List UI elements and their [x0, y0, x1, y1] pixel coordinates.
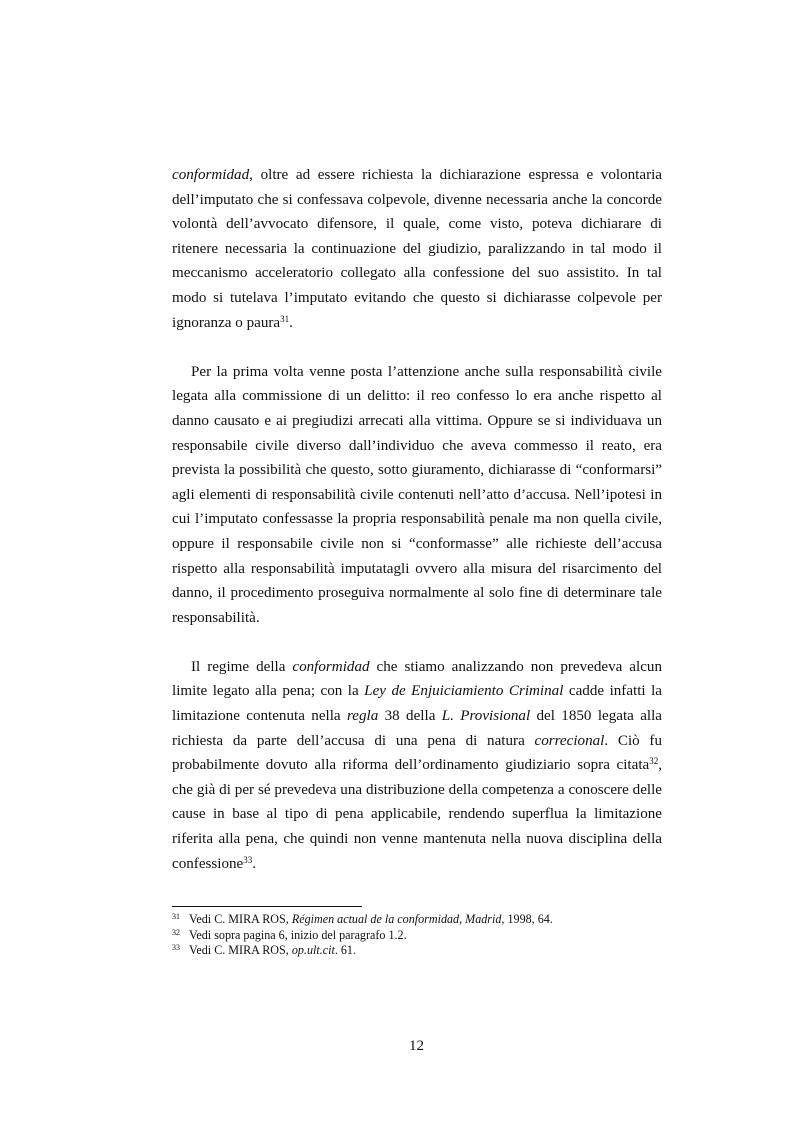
- paragraph-3: [172, 655, 662, 876]
- text-run: che stiamo analizzando non prevedeva alcun limite legato alla pena; con la: [172, 658, 662, 700]
- footnote-33: [172, 943, 662, 959]
- italic-text: conformidad: [172, 167, 250, 183]
- footnote-32: [172, 928, 662, 944]
- text-run: Il regime della: [191, 658, 293, 675]
- italic-text: Régimen actual de la conformidad, Madrid: [291, 912, 502, 926]
- italic-text: L. Provisional: [441, 708, 531, 725]
- text-run: Vedi C. MIRA ROS,: [189, 943, 292, 958]
- text-run: .: [289, 314, 293, 331]
- italic-text: regla: [346, 708, 379, 725]
- text-run: Vedi C. MIRA ROS,: [189, 912, 292, 926]
- text-run: del 1850 legata alla richiesta da parte dell’accusa di una pena di natura: [172, 708, 662, 749]
- footnote-reference: 33: [243, 854, 253, 865]
- paragraph-2: [172, 360, 662, 631]
- italic-text: op.ult.cit: [291, 943, 335, 958]
- text-run: , che già di per sé prevedeva una distribuzione della competenza a conoscere delle cause in base al tipo di pena applicabile, rendendo superflua la limitazione riferita alla pena, che quindi non venne mantenuta nella nuova disciplina della confessione: [172, 757, 662, 872]
- text-run: , oltre ad essere richiesta la dichiarazione espressa e volontaria dell’imputato che si confessava colpevole, divenne necessaria anche la concorde volontà dell’avvocato difensore, il quale, come visto, poteva dichiarare di ritenere necessaria la continuazione del giudizio, paralizzando in tal modo il meccanismo acceleratorio collegato alla confessione del suo assistito. In tal modo si tutelava l’imputato evitando che questo si dichiarasse colpevole per ignoranza o paura: [172, 167, 662, 331]
- body-text: [172, 163, 662, 876]
- italic-text: correcional: [534, 732, 605, 749]
- text-run: Vedi sopra pagina 6, inizio del paragrafo 1.2.: [189, 927, 407, 942]
- page-number: 12: [408, 1038, 425, 1054]
- footnotes: [172, 912, 662, 959]
- footnote-separator: [172, 906, 362, 907]
- text-run: .: [252, 855, 257, 872]
- italic-text: Ley de Enjuiciamiento Criminal: [364, 683, 564, 700]
- italic-text: conformidad: [292, 658, 370, 675]
- text-run: . Ciò fu probabilmente dovuto alla riforma dell’ordinamento giudiziario sopra citata: [172, 732, 662, 774]
- paragraph-1: [172, 163, 662, 335]
- text-run: cadde infatti la limitazione contenuta nella: [172, 683, 662, 725]
- footnote-number: 31: [172, 912, 180, 921]
- footnote-text: [189, 943, 356, 959]
- footnote-31: [172, 912, 662, 928]
- text-run: . 61.: [334, 943, 356, 958]
- text-run: Per la prima volta venne posta l’attenzione anche sulla responsabilità civile legata alla commissione di un delitto: il reo confesso lo era anche rispetto al danno causato e ai pregiudizi arrecati alla vittima. Oppure se si individuava un responsabile civile diverso dall’individuo che aveva commesso il reato, era prevista la possibilità che questo, sotto giuramento, dichiarasse di “conformarsi” agli elementi di responsabilità civile contenuti nell’atto d’accusa. Nell’ipotesi in cui l’imputato confessasse la propria responsabilità penale ma non quella civile, oppure il responsabile civile non si “conformasse” alle richieste dell’accusa rispetto alla responsabilità imputatagli ovvero alla misura del risarcimento del danno, il procedimento proseguiva normalmente al solo fine di determinare tale responsabilità.: [172, 363, 662, 626]
- footnote-reference: 31: [280, 313, 290, 324]
- text-run: , 1998, 64.: [501, 912, 553, 926]
- footnote-text: [189, 912, 553, 928]
- footnote-reference: 32: [649, 756, 659, 767]
- footnote-number: 32: [172, 927, 180, 937]
- footnote-text: [189, 928, 407, 944]
- footnote-number: 33: [172, 943, 180, 953]
- text-run: 38 della: [378, 708, 442, 725]
